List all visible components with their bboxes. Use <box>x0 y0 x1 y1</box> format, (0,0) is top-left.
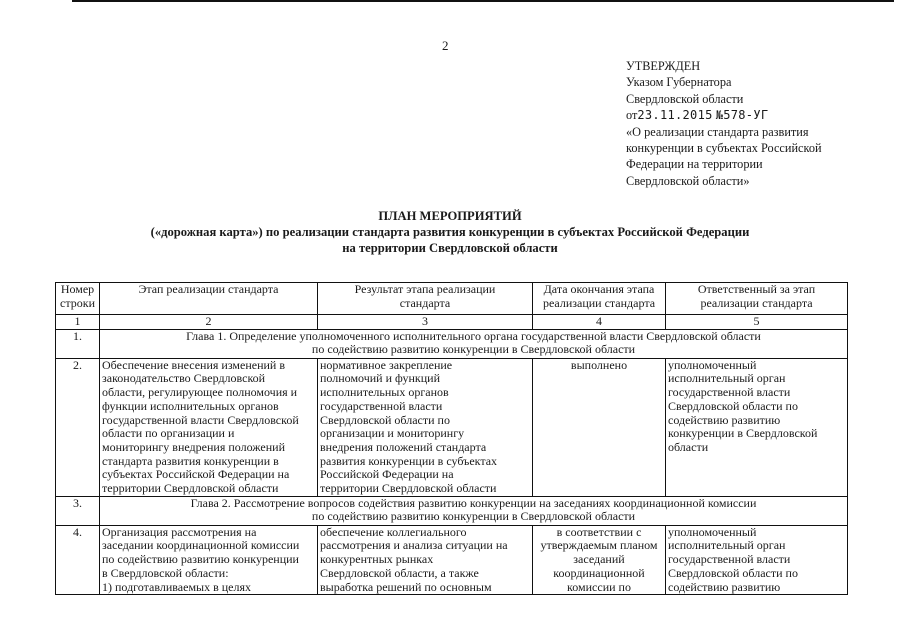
text-line: выработка решений по основным <box>320 579 492 594</box>
row-2-result <box>318 358 533 496</box>
text-line: рассмотрения и анализа ситуации на <box>320 538 508 553</box>
text-line: нормативное закрепление <box>320 358 453 372</box>
approval-date-line <box>626 107 896 123</box>
text-line: комиссии по <box>567 579 631 594</box>
title-line-2: («дорожная карта») по реализации стандарта развития конкуренции в субъектах Российской Федерации <box>150 225 750 239</box>
header-number-line-2: строки <box>60 295 95 310</box>
text-line: обеспечение коллегиального <box>320 525 467 539</box>
text-line: в Свердловской области: <box>102 565 229 580</box>
text-line: государственной власти Свердловской <box>102 412 299 427</box>
col-number-5: 5 <box>666 315 848 330</box>
approval-date: 23.11.2015 <box>637 108 713 123</box>
text-line: Российской Федерации на <box>320 467 454 482</box>
chapter-1-line-2: по содействию развитию конкуренции в Свердловской области <box>311 342 636 357</box>
text-line: по содействию развитию конкуренции <box>102 552 299 567</box>
text-line: Организация рассмотрения на <box>102 525 257 539</box>
text-line: законодательство Свердловской <box>102 371 266 386</box>
text-line: исполнительных органов <box>320 385 449 400</box>
header-number <box>56 283 100 315</box>
chapter-2-title <box>100 496 848 525</box>
text-line: области, регулирующее полномочия и <box>102 385 298 400</box>
row-4-responsible <box>666 525 848 595</box>
text-line: мониторингу внедрения положений <box>102 439 286 454</box>
chapter-2-line-1: Глава 2. Рассмотрение вопросов содействия развитию конкуренции на заседаниях координационной комиссии <box>190 496 757 510</box>
text-line: функции исполнительных органов <box>102 398 279 413</box>
col-number-2: 2 <box>100 315 318 330</box>
row-number: 1. <box>56 329 100 358</box>
text-line: 1) подготавливаемых в целях <box>102 579 252 594</box>
chapter-2-row <box>56 496 848 525</box>
chapter-1-title <box>100 329 848 358</box>
document-title <box>100 208 800 256</box>
text-line: заседаний <box>573 552 625 567</box>
header-number-line-1: Номер <box>60 282 95 296</box>
table-row-2 <box>56 358 848 496</box>
text-line: области по организации и <box>102 426 235 441</box>
text-line: конкурентных рынках <box>320 552 434 567</box>
header-responsible <box>666 283 848 315</box>
approval-region: Свердловской области <box>626 91 744 106</box>
table-row-4 <box>56 525 848 595</box>
text-line: организации и мониторингу <box>320 426 465 441</box>
text-line: территории Свердловской области <box>320 481 497 496</box>
row-number: 4. <box>56 525 100 595</box>
text-line: уполномоченный <box>668 358 757 372</box>
text-line: Свердловской области, а также <box>320 565 479 580</box>
approval-heading: УТВЕРЖДЕН <box>626 59 701 73</box>
header-resp-line-2: реализации стандарта <box>700 295 813 310</box>
text-line: государственной власти <box>668 385 791 400</box>
row-2-date: выполнено <box>533 358 666 496</box>
row-2-responsible <box>666 358 848 496</box>
text-line: Свердловской области по <box>668 565 798 580</box>
approval-desc-3: Федерации на территории <box>626 157 763 172</box>
header-date <box>533 283 666 315</box>
header-result-line-1: Результат этапа реализации <box>354 282 496 296</box>
text-line: конкуренции в Свердловской <box>668 426 818 441</box>
row-4-result <box>318 525 533 595</box>
row-number: 3. <box>56 496 100 525</box>
col-number-4: 4 <box>533 315 666 330</box>
number-prefix: № <box>715 108 724 123</box>
header-resp-line-1: Ответственный за этап <box>697 282 816 296</box>
text-line: координационной <box>553 565 645 580</box>
text-line: развития конкуренции в субъектах <box>320 453 498 468</box>
table-header-row <box>56 283 848 315</box>
plan-table <box>55 282 848 595</box>
text-line: территории Свердловской области <box>102 481 279 496</box>
chapter-2-line-2: по содействию развитию конкуренции в Свердловской области <box>311 509 636 524</box>
approval-desc-2: конкуренции в субъектах Российской <box>626 141 822 156</box>
approval-number: 578-УГ <box>723 108 769 123</box>
text-line: Свердловской области по <box>320 412 450 427</box>
row-2-stage <box>100 358 318 496</box>
text-line: уполномоченный <box>668 525 757 539</box>
text-line: полномочий и функций <box>320 371 441 386</box>
header-result-line-2: стандарта <box>399 295 451 310</box>
text-line: заседании координационной комиссии <box>102 538 300 553</box>
title-line-3: на территории Свердловской области <box>342 241 558 255</box>
text-line: государственной власти <box>668 552 791 567</box>
text-line: Обеспечение внесения изменений в <box>102 358 286 372</box>
row-number: 2. <box>56 358 100 496</box>
header-date-line-2: реализации стандарта <box>542 295 656 310</box>
text-line: исполнительный орган <box>668 538 786 553</box>
text-line: содействию развитию <box>668 579 781 594</box>
row-4-stage <box>100 525 318 595</box>
text-line: внедрения положений стандарта <box>320 439 487 454</box>
row-4-date <box>533 525 666 595</box>
approval-stamp <box>626 58 896 189</box>
text-line: содействию развитию <box>668 412 781 427</box>
header-date-line-1: Дата окончания этапа <box>543 282 655 296</box>
header-result <box>318 283 533 315</box>
approval-desc-1: «О реализации стандарта развития <box>626 124 809 139</box>
text-line: стандарта развития конкуренции в <box>102 453 279 468</box>
text-line: утверждаемым планом <box>540 538 658 553</box>
top-border-line <box>72 0 894 2</box>
text-line: субъектах Российской Федерации на <box>102 467 290 482</box>
col-number-3: 3 <box>318 315 533 330</box>
text-line: Свердловской области по <box>668 398 798 413</box>
column-number-row <box>56 315 848 330</box>
approval-authority: Указом Губернатора <box>626 75 732 90</box>
text-line: области <box>668 439 709 454</box>
chapter-1-line-1: Глава 1. Определение уполномоченного исполнительного органа государственной власти Свердловской области <box>186 329 761 343</box>
text-line: государственной власти <box>320 398 443 413</box>
col-number-1: 1 <box>56 315 100 330</box>
text-line: в соответствии с <box>556 525 642 539</box>
chapter-1-row <box>56 329 848 358</box>
approval-desc-4: Свердловской области» <box>626 173 750 188</box>
page-number: 2 <box>442 38 449 53</box>
title-line-1: ПЛАН МЕРОПРИЯТИЙ <box>378 209 522 223</box>
header-stage: Этап реализации стандарта <box>100 283 318 315</box>
date-prefix: от <box>626 108 638 123</box>
text-line: исполнительный орган <box>668 371 786 386</box>
